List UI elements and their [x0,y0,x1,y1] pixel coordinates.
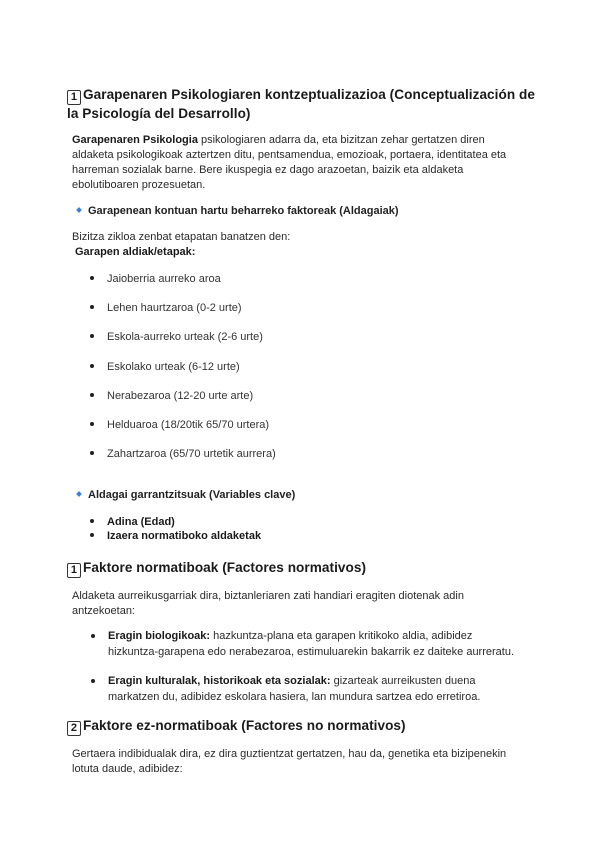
stage-item: Zahartzaroa (65/70 urtetik aurrera) [90,447,276,461]
intro-line1: psikologiaren adarra da, eta bizitzan zehar gertatzen diren [197,134,485,146]
key-variables-subheading: Aldagai garrantzitsuak (Variables clave) [77,488,295,502]
normative-paragraph: Aldaketa aurreikusgarriak dira, biztanleriaren zati handiari eragiten diotenak adin antzekoetan: [72,590,464,617]
section-number-badge: 1 [67,563,81,578]
diamond-bullet-icon [76,207,82,213]
bullet-dot-icon [90,276,94,280]
stage-item: Eskolako urteak (6-12 urte) [90,360,240,374]
section-heading-normative: 1 Faktore normatiboak (Factores normativos) [67,559,366,578]
intro-line2: aldaketa psikologikoak aztertzen ditu, pentsamendua, emozioak, portaera, identitatea eta [72,149,507,161]
stage-item: Jaioberria aurreko aroa [90,272,221,286]
normative-item-biological: Eragin biologikoak: hazkuntza-plana eta garapen kritikoko aldia, adibidez hizkuntza-garapena edo nerabezaroa, estimuluarekin bakarrik ez daiteke aurreratu. [90,628,530,660]
section-title-line2: la Psicología del Desarrollo) [67,106,251,121]
bullet-dot-icon [90,533,94,537]
bullet-dot-icon [90,334,94,338]
stage-item: Eskola-aurreko urteak (2-6 urte) [90,330,263,344]
bullet-dot-icon [90,364,94,368]
diamond-bullet-icon [76,491,82,497]
non-normative-paragraph: Gertaera indibidualak dira, ez dira guztientzat gertatzen, hau da, genetika eta bizipenekin lotuta daude, adibidez: [72,748,507,775]
intro-paragraph [72,133,532,193]
bullet-dot-icon [90,305,94,309]
bullet-dot-icon [90,451,94,455]
key-variable-item: Adina (Edad) [90,515,175,529]
factors-subheading: Garapenean kontuan hartu beharreko faktoreak (Aldagaiak) [77,204,399,218]
stages-heading: Garapen aldiak/etapak: [75,246,196,258]
section-number-badge: 1 [67,90,81,105]
section-title-line1: Garapenaren Psikologiaren kontzeptualizazioa (Conceptualización de [83,87,535,102]
section-heading-non-normative: 2 Faktore ez-normatiboak (Factores no normativos) [67,717,406,736]
bullet-dot-icon [90,393,94,397]
bullet-dot-icon [91,679,95,683]
normative-item-cultural: Eragin kulturalak, historikoak eta sozialak: gizarteak aurreikusten duena markatzen du, adibidez eskolara hasiera, lan mundura sartzea edo erretiroa. [90,673,530,705]
section-heading-conceptualization [67,86,535,122]
intro-line3: harreman sozialak barne. Bere ikuspegia ez dago arazoetan, baizik eta aldaketa [72,164,464,176]
bullet-dot-icon [91,634,95,638]
intro-bold-term: Garapenaren Psikologia [72,134,198,146]
stage-item: Lehen haurtzaroa (0-2 urte) [90,301,242,315]
bullet-dot-icon [90,422,94,426]
stage-item: Nerabezaroa (12-20 urte arte) [90,389,253,403]
intro-line4: ebolutiboaren prozesuetan. [72,179,206,191]
stage-item: Helduaroa (18/20tik 65/70 urtera) [90,418,269,432]
bullet-dot-icon [90,519,94,523]
section-number-badge: 2 [67,721,81,736]
key-variable-item: Izaera normatiboko aldaketak [90,529,261,543]
lifecycle-text: Bizitza zikloa zenbat etapatan banatzen den: [72,231,291,243]
